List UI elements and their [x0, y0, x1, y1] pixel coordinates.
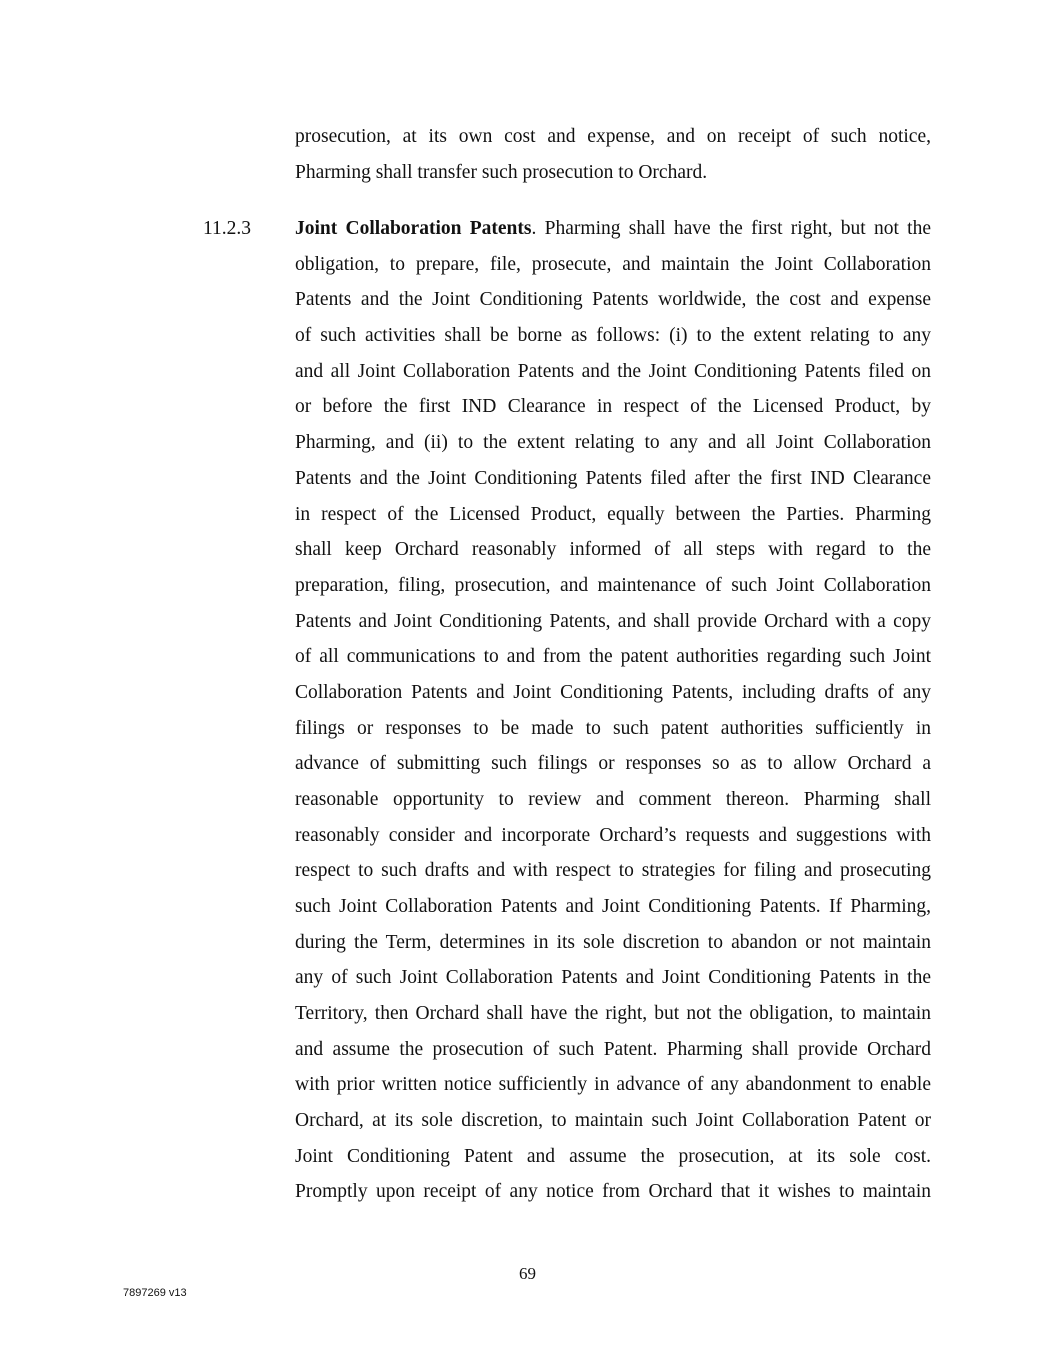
section-line: Collaboration Patents and Joint Conditioning Patents, including drafts of any [295, 682, 931, 703]
section-line: Joint Conditioning Patent and assume the prosecution, at its sole cost. [295, 1146, 931, 1167]
section-line: respect to such drafts and with respect to strategies for filing and prosecuting [295, 860, 931, 881]
section-line: reasonable opportunity to review and comment thereon. Pharming shall [295, 789, 931, 810]
section-line: of all communications to and from the patent authorities regarding such Joint [295, 646, 931, 667]
section-first-line-rest: . Pharming shall have the first right, but not the [531, 218, 931, 239]
section-line: advance of submitting such filings or responses so as to allow Orchard a [295, 753, 931, 774]
section-line: and assume the prosecution of such Patent. Pharming shall provide Orchard [295, 1039, 931, 1060]
section-line: Patents and the Joint Conditioning Patents filed after the first IND Clearance [295, 468, 931, 489]
continuation-line-2: Pharming shall transfer such prosecution to Orchard. [295, 162, 708, 183]
document-id: 7897269 v13 [123, 1287, 187, 1299]
page-number: 69 [519, 1264, 536, 1283]
section-line: Territory, then Orchard shall have the right, but not the obligation, to maintain [295, 1003, 931, 1024]
section-line: Patents and the Joint Conditioning Patents worldwide, the cost and expense [295, 289, 931, 310]
section-line: such Joint Collaboration Patents and Joint Conditioning Patents. If Pharming, [295, 896, 931, 917]
section-line: Pharming, and (ii) to the extent relating to any and all Joint Collaboration [295, 432, 931, 453]
section-heading: Joint Collaboration Patents [295, 218, 532, 239]
section-line: during the Term, determines in its sole discretion to abandon or not maintain [295, 932, 931, 953]
section-line: Orchard, at its sole discretion, to maintain such Joint Collaboration Patent or [295, 1110, 931, 1131]
section-line: filings or responses to be made to such patent authorities sufficiently in [295, 718, 931, 739]
section-line: Promptly upon receipt of any notice from Orchard that it wishes to maintain [295, 1181, 931, 1202]
section-line: with prior written notice sufficiently in advance of any abandonment to enable [295, 1074, 931, 1095]
section-line: preparation, filing, prosecution, and maintenance of such Joint Collaboration [295, 575, 931, 596]
section-number: 11.2.3 [203, 218, 252, 239]
section-line: in respect of the Licensed Product, equally between the Parties. Pharming [295, 504, 931, 525]
section-line: shall keep Orchard reasonably informed of all steps with regard to the [295, 539, 931, 560]
section-first-line [295, 217, 931, 241]
section-line: of such activities shall be borne as follows: (i) to the extent relating to any [295, 325, 931, 346]
section-line: Patents and Joint Conditioning Patents, and shall provide Orchard with a copy [295, 611, 931, 632]
section-line: and all Joint Collaboration Patents and the Joint Conditioning Patents filed on [295, 361, 931, 382]
section-line: or before the first IND Clearance in respect of the Licensed Product, by [295, 396, 931, 417]
continuation-line-1: prosecution, at its own cost and expense, and on receipt of such notice, [295, 126, 931, 147]
section-line: any of such Joint Collaboration Patents and Joint Conditioning Patents in the [295, 967, 931, 988]
section-line: reasonably consider and incorporate Orchard’s requests and suggestions with [295, 825, 931, 846]
section-line: obligation, to prepare, file, prosecute, and maintain the Joint Collaboration [295, 254, 931, 275]
